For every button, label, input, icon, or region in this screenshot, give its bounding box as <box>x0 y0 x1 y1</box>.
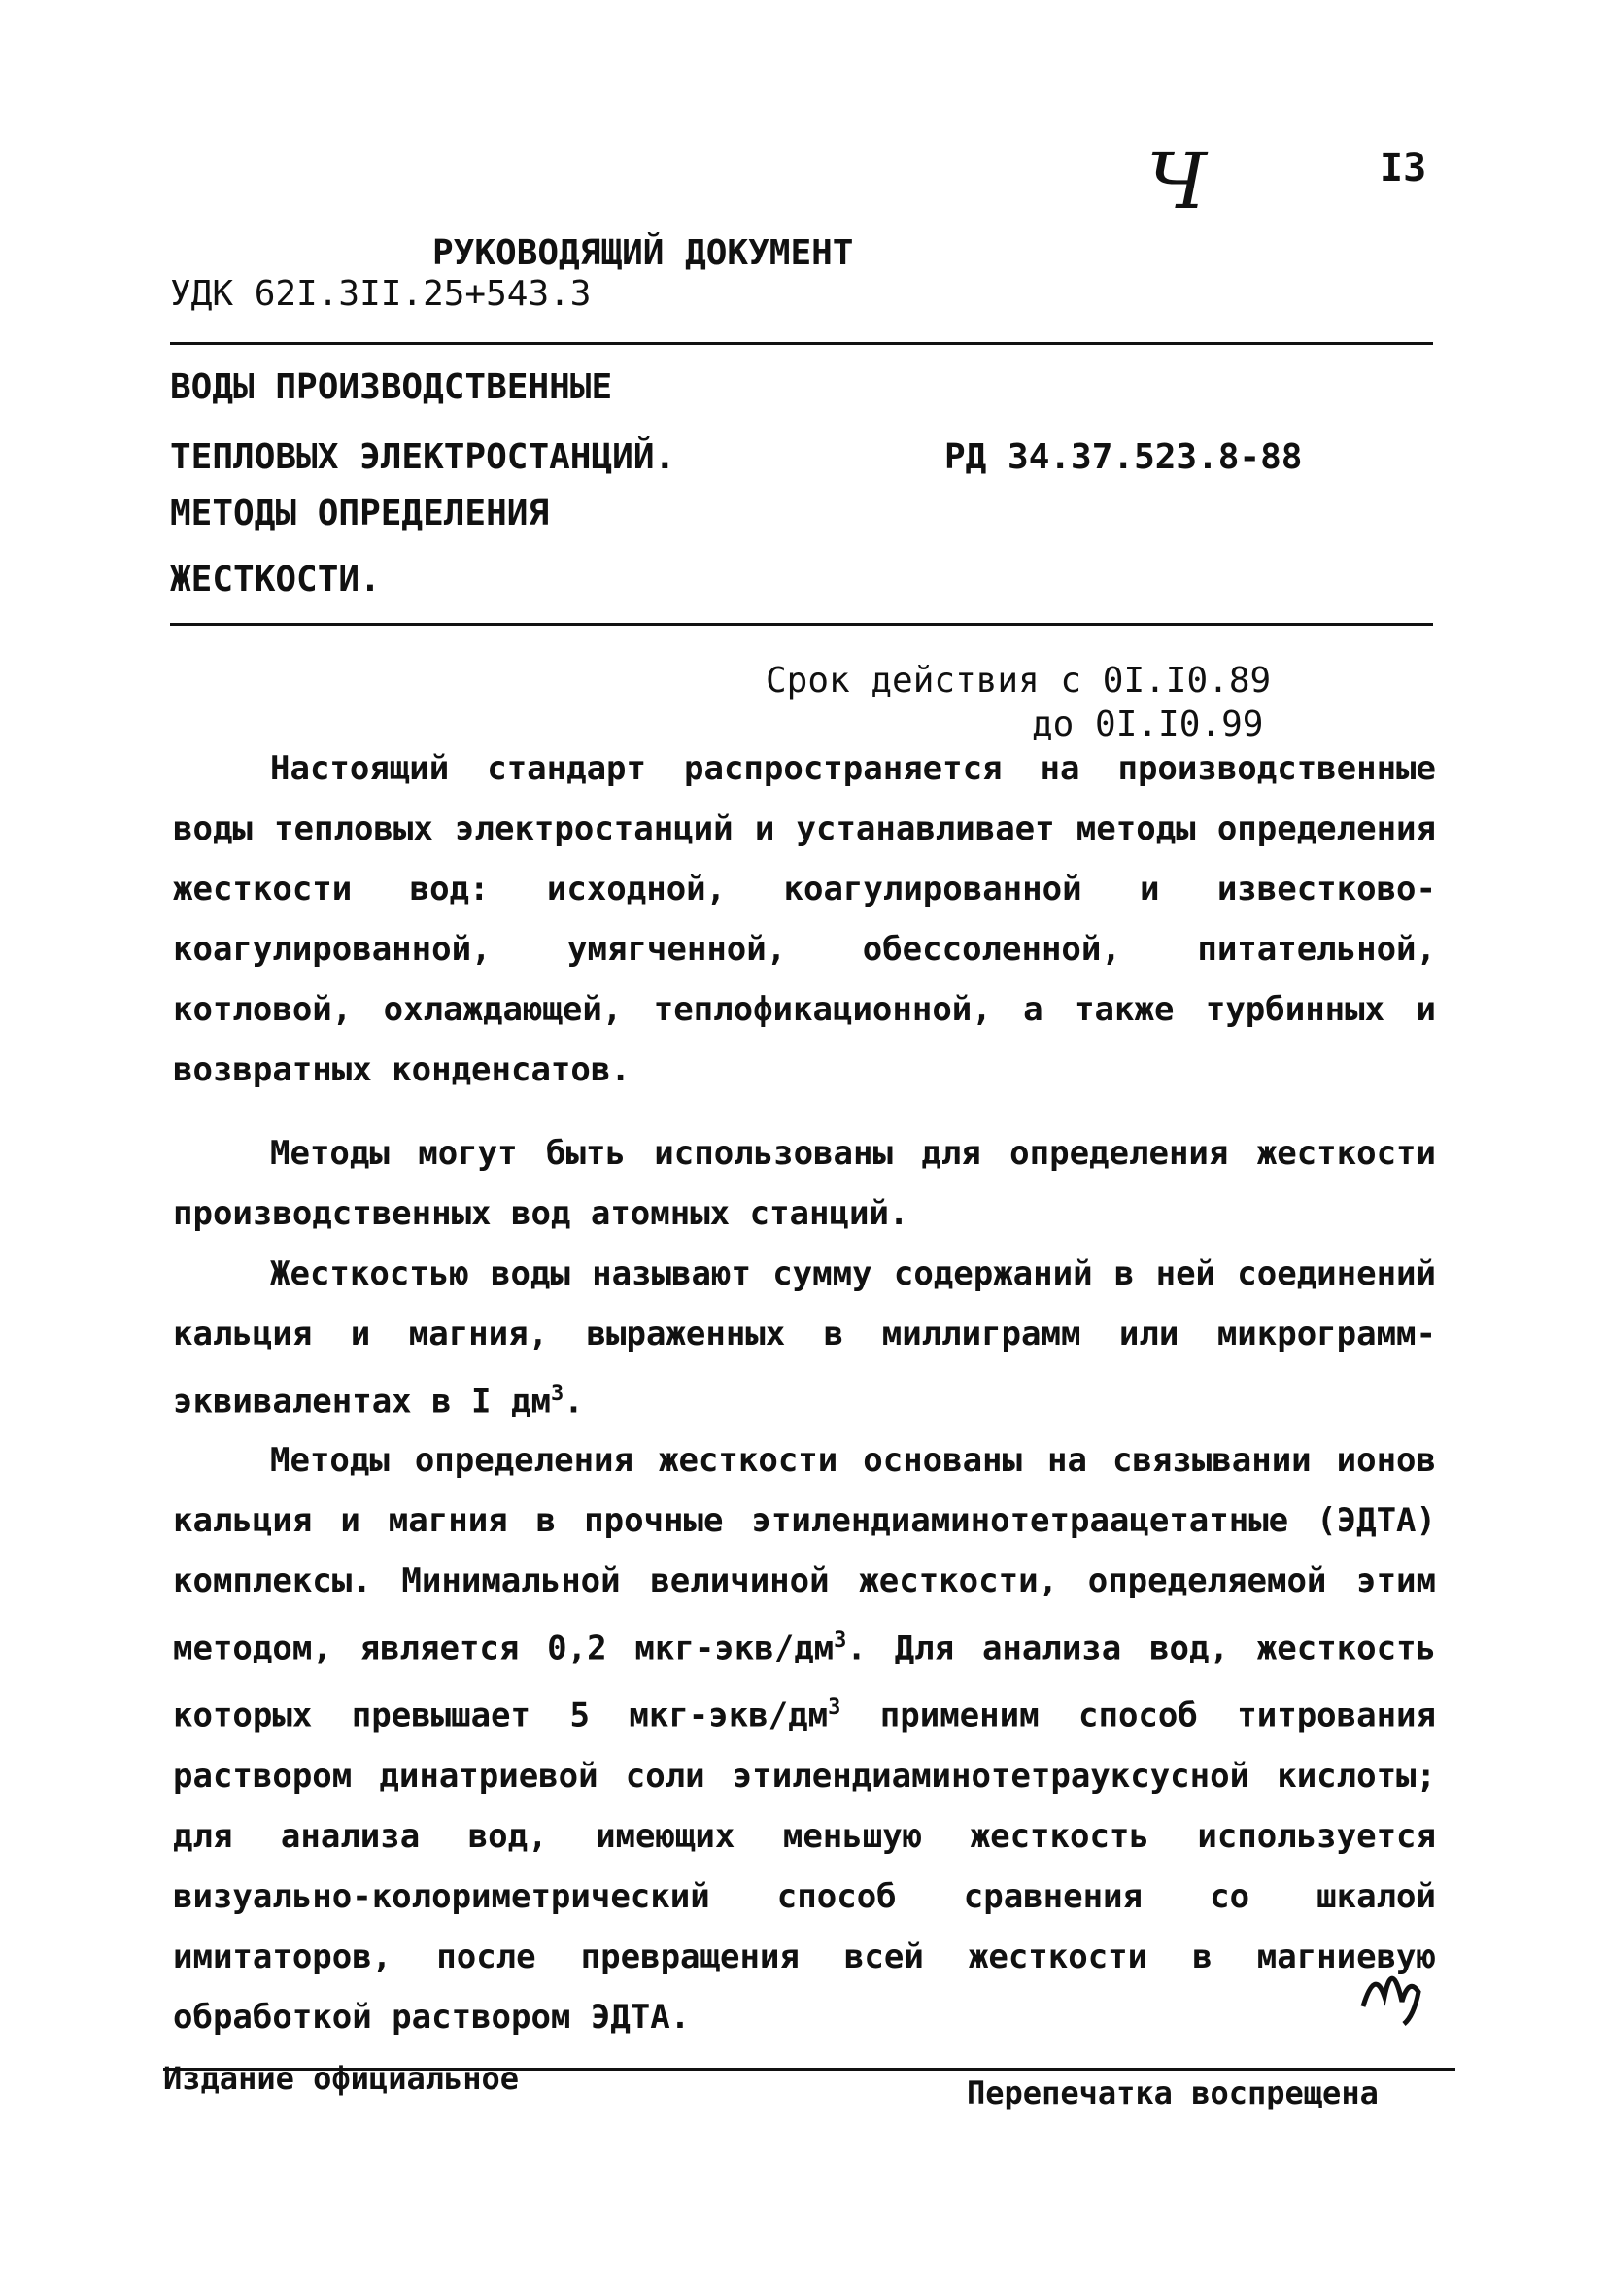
doc-type-heading: РУКОВОДЯЩИЙ ДОКУМЕНТ <box>432 233 854 273</box>
footer-reprint-prohibited: Перепечатка воспрещена <box>967 2074 1379 2111</box>
definition-text: Жесткостью воды называют сумму содержаний в ней соединений кальция и магния, выраженных в миллиграмм или микрограмм-эквивалентах в I дм <box>173 1254 1436 1422</box>
title-line-4: ЖЕСТКОСТИ. <box>170 560 381 600</box>
udk-code: УДК 62I.3II.25+543.3 <box>170 274 592 314</box>
superscript: 3 <box>828 1696 841 1721</box>
signature <box>1355 1948 1433 2039</box>
paragraph-applicability: Методы могут быть использованы для определения жесткости производственных вод атомных станций. <box>173 1134 1436 1233</box>
superscript: 3 <box>834 1628 847 1653</box>
title-divider <box>170 623 1433 626</box>
methods-text-a: Методы определения жесткости основаны на связывании ионов кальция и магния в прочные этилендиаминотетраацетатные (ЭДТА) комплексы. Минимальной величиной жесткости, определяемой этим методом, является 0,2 мкг-экв/дм <box>173 1441 1436 1668</box>
paragraph-definition <box>173 1244 1436 1431</box>
methods-text-c: применим способ титрования раствором динатриевой соли этилендиаминотетрауксусной кислоты; для анализа вод, имеющих меньшую жесткость используется визуально-колориметрический способ сравнения со шкалой имитаторов, после превращения всей жесткости в магниевую обработкой раствором ЭДТА. <box>173 1696 1436 2037</box>
definition-end: . <box>564 1382 584 1422</box>
methods-text-b: . Для анализа вод, жесткость которых превышает 5 мкг-экв/дм <box>173 1628 1437 1735</box>
page-number: I3 <box>1380 146 1427 190</box>
title-line-3: МЕТОДЫ ОПРЕДЕЛЕНИЯ <box>170 494 550 533</box>
footer-official-edition: Издание официальное <box>163 2060 520 2097</box>
signature-mark <box>1355 1948 1433 2026</box>
validity-to: до 0I.I0.99 <box>1032 704 1264 744</box>
handwritten-mark: Ч <box>1146 136 1207 226</box>
title-line-2: ТЕПЛОВЫХ ЭЛЕКТРОСТАНЦИЙ. <box>170 437 676 477</box>
paragraph-methods <box>173 1430 1436 2047</box>
document-code: РД 34.37.523.8-88 <box>944 437 1303 477</box>
validity-from: Срок действия с 0I.I0.89 <box>766 661 1272 701</box>
top-divider <box>170 342 1433 345</box>
paragraph-scope: Настоящий стандарт распространяется на производственные воды тепловых электростанций и устанавливает методы определения жесткости вод: исходной, коагулированной и известково-коагулированной, умягченной, обессоленной, питательной, котловой, охлаждающей, теплофикационной, а также турбинных и возвратных конденсатов. <box>173 749 1436 1089</box>
title-line-1: ВОДЫ ПРОИЗВОДСТВЕННЫЕ <box>170 367 613 407</box>
superscript: 3 <box>550 1382 564 1406</box>
